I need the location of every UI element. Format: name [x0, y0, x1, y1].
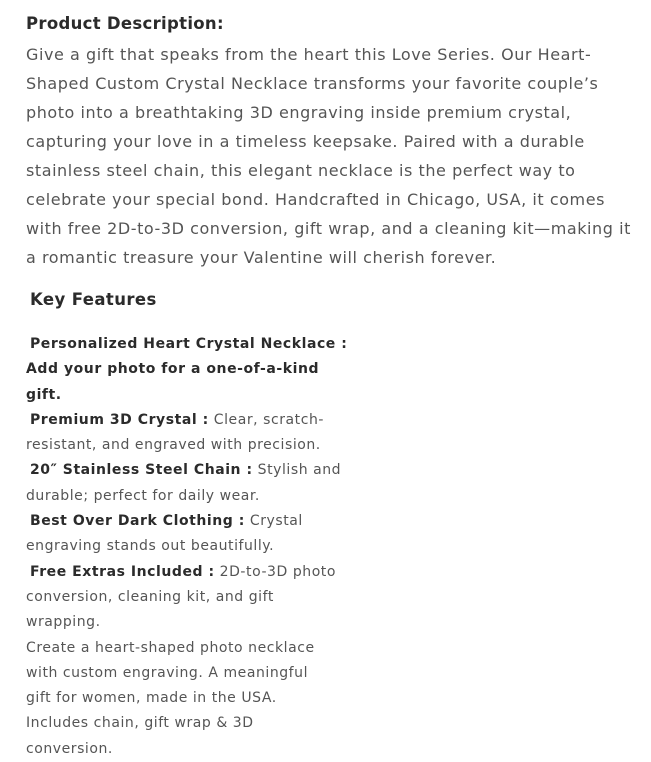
summary-line: with custom engraving. A meaningful [26, 664, 309, 681]
feature-title-steel-chain: 20″ Stainless Steel Chain : [30, 462, 253, 479]
feature-title-dark-clothing: Best Over Dark Clothing : [30, 513, 245, 530]
feature-text-personalized: Add your photo for a one-of-a-kind [26, 361, 320, 378]
feature-text-dark-clothing-cont: engraving stands out beautifully. [26, 538, 275, 555]
feature-text-free-extras: 2D-to-3D photo [214, 563, 336, 580]
feature-free-extras [26, 560, 336, 585]
feature-title-premium-crystal: Premium 3D Crystal : [30, 411, 209, 428]
feature-text-steel-chain: Stylish and [252, 462, 342, 479]
description-line: a romantic treasure your Valentine will cherish forever. [26, 248, 497, 267]
description-line: Give a gift that speaks from the heart this Love Series. Our Heart- [26, 45, 592, 64]
summary-line: Includes chain, gift wrap & 3D [26, 715, 254, 732]
feature-text-dark-clothing: Crystal [244, 513, 303, 530]
feature-text-premium-crystal-cont: resistant, and engraved with precision. [26, 437, 321, 454]
description-line: Shaped Custom Crystal Necklace transforms your favorite couple’s [26, 74, 599, 93]
feature-text-steel-chain-cont: durable; perfect for daily wear. [26, 487, 260, 504]
summary-line: gift for women, made in the USA. [26, 690, 277, 707]
description-line: stainless steel chain, this elegant necklace is the perfect way to [26, 161, 576, 180]
product-description-heading: Product Description: [26, 14, 224, 33]
description-line: celebrate your special bond. Handcrafted in Chicago, USA, it comes [26, 190, 605, 209]
feature-text-personalized-end: gift. [26, 386, 62, 403]
feature-steel-chain [26, 458, 342, 483]
key-features-heading: Key Features [30, 290, 157, 309]
feature-text-free-extras-cont: conversion, cleaning kit, and gift [26, 588, 274, 605]
summary-line: Create a heart-shaped photo necklace [26, 639, 315, 656]
feature-text-free-extras-end: wrapping. [26, 614, 101, 631]
feature-dark-clothing [26, 509, 336, 534]
description-line: photo into a breathtaking 3D engraving inside premium crystal, [26, 103, 572, 122]
feature-title-free-extras: Free Extras Included : [30, 563, 215, 580]
product-description-text [26, 40, 634, 272]
feature-text-premium-crystal: Clear, scratch- [208, 411, 324, 428]
description-line: with free 2D-to-3D conversion, gift wrap, and a cleaning kit—making it [26, 219, 631, 238]
feature-title-personalized: Personalized Heart Crystal Necklace : [30, 336, 348, 352]
summary-line: conversion. [26, 740, 113, 757]
description-line: capturing your love in a timeless keepsake. Paired with a durable [26, 132, 585, 151]
feature-premium-crystal [26, 408, 336, 433]
key-features-list [26, 332, 348, 762]
